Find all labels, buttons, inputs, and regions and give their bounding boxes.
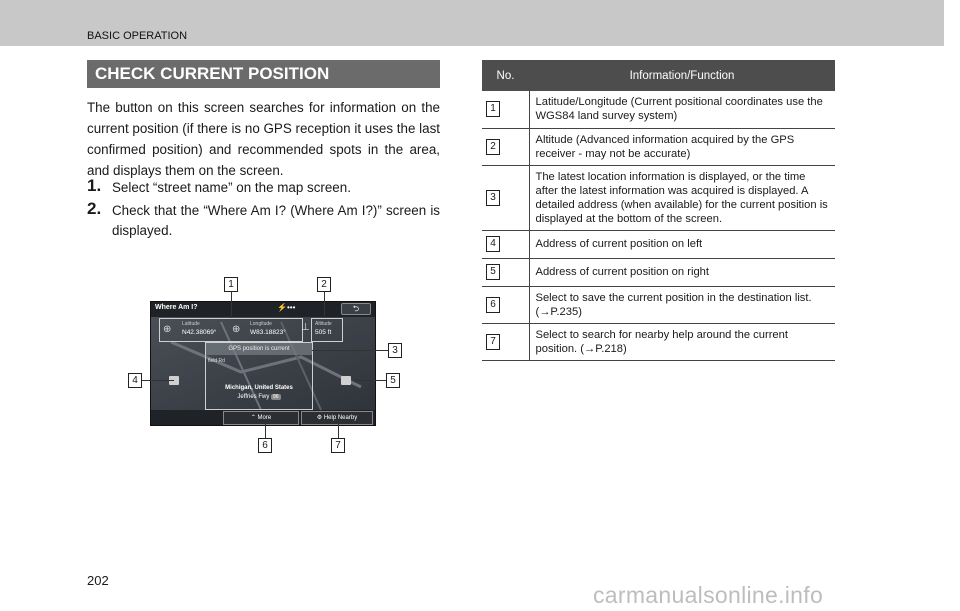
- watermark: carmanualsonline.info: [593, 582, 824, 608]
- callout-line: [338, 423, 339, 438]
- page-number: 202: [87, 573, 109, 588]
- info-table: [482, 60, 835, 361]
- globe-icon: ⊕: [163, 324, 172, 335]
- row-number: 7: [486, 334, 500, 350]
- altitude-icon: ⊥: [301, 322, 310, 333]
- back-button[interactable]: ⮌: [341, 303, 371, 315]
- altitude-panel: [311, 318, 343, 342]
- highway-badge: 96: [273, 394, 279, 400]
- row-number: 3: [486, 190, 500, 206]
- row-number: 4: [486, 236, 500, 252]
- right-address-button[interactable]: [341, 376, 351, 385]
- help-nearby-button[interactable]: [301, 411, 373, 425]
- row-number: 1: [486, 101, 500, 117]
- step-text: Check that the “Where Am I? (Where Am I?)” screen is displayed.: [112, 203, 440, 238]
- location-line-2: [206, 394, 312, 400]
- table-header-row: [482, 60, 835, 91]
- table-row: [482, 323, 835, 360]
- intro-paragraph: The button on this screen searches for information on the current position (if there is no GPS reception it uses the last confirmed position) and recommended spots in the area, and displays them on the screen.: [87, 100, 440, 178]
- table-row: [482, 91, 835, 128]
- screen-title: Where Am I?: [155, 304, 198, 311]
- table-row: [482, 258, 835, 286]
- where-am-i-figure: [128, 273, 408, 458]
- callout-line: [312, 350, 388, 351]
- step-2: [87, 201, 440, 241]
- row-text: Address of current position on right: [529, 258, 835, 286]
- signal-icon: ⚡•••: [277, 303, 296, 312]
- callout-2: 2: [317, 277, 331, 292]
- chevron-up-icon: ⌃: [250, 415, 256, 421]
- row-number: 5: [486, 264, 500, 280]
- street-name: Jeffries Fwy: [237, 394, 270, 400]
- section-header-bar: [0, 0, 944, 46]
- row-text: Select to search for nearby help around the current position. (→P.218): [529, 323, 835, 360]
- table-row: [482, 230, 835, 258]
- callout-line: [265, 423, 266, 438]
- coordinates-panel: [159, 318, 303, 342]
- table-row: [482, 128, 835, 165]
- row-number: 6: [486, 297, 500, 313]
- callout-3: 3: [388, 343, 402, 358]
- globe-icon: ⊕: [232, 324, 241, 335]
- row-text: Latitude/Longitude (Current positional coordinates use the WGS84 land survey system): [529, 91, 835, 128]
- altitude-value: 505 ft: [315, 329, 332, 336]
- wrench-icon: ⚙: [316, 415, 323, 421]
- step-1: [87, 178, 440, 198]
- longitude-value: W83.18823°: [250, 329, 286, 336]
- location-panel: [205, 342, 313, 410]
- more-label: More: [257, 415, 272, 421]
- step-number: 2.: [87, 199, 102, 218]
- location-line-1: Michigan, United States: [225, 385, 293, 391]
- callout-7: 7: [331, 438, 345, 453]
- more-button[interactable]: [223, 411, 299, 425]
- step-text: Select “street name” on the map screen.: [112, 180, 351, 195]
- row-text: Select to save the current position in the destination list. (→P.235): [529, 286, 835, 323]
- help-label: Help Nearby: [323, 415, 358, 421]
- road-label: field Rd: [208, 358, 225, 364]
- longitude-label: Longitude: [250, 321, 272, 327]
- row-text: The latest location information is displayed, or the time after the latest information was acquired is displayed. A detailed address (when available) for the current position is displayed at the bottom of the screen.: [529, 165, 835, 230]
- gps-status: GPS position is current: [206, 343, 312, 355]
- row-number: 2: [486, 139, 500, 155]
- table-row: [482, 165, 835, 230]
- section-title: BASIC OPERATION: [87, 30, 188, 42]
- callout-4: 4: [128, 373, 142, 388]
- page-heading: CHECK CURRENT POSITION: [87, 60, 440, 88]
- column-header-no: No.: [482, 60, 529, 91]
- callout-line: [324, 292, 325, 318]
- latitude-value: N42.38069°: [182, 329, 217, 336]
- callout-line: [231, 292, 232, 318]
- table-row: [482, 286, 835, 323]
- callout-1: 1: [224, 277, 238, 292]
- step-number: 1.: [87, 176, 102, 195]
- callout-line: [142, 380, 174, 381]
- latitude-label: Latitude: [182, 321, 200, 327]
- callout-line: [355, 380, 386, 381]
- row-text: Altitude (Advanced information acquired by the GPS receiver - may not be accurate): [529, 128, 835, 165]
- nav-screen: [150, 301, 376, 426]
- callout-5: 5: [386, 373, 400, 388]
- row-text: Address of current position on left: [529, 230, 835, 258]
- altitude-label: Altitude: [315, 321, 332, 327]
- column-header-info: Information/Function: [529, 60, 835, 91]
- callout-6: 6: [258, 438, 272, 453]
